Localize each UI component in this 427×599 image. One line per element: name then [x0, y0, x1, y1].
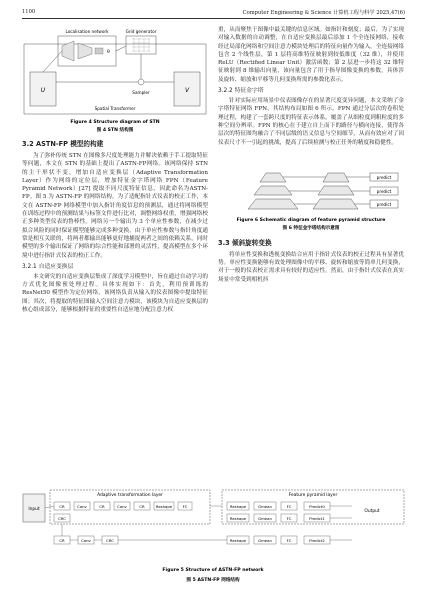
right-paragraph-2: 针对实际应用场景中仪表图像存在的显著尺度变异问题，本文采纳了金字塔特征网络 FPN，其结构布局如图 6 所示。FPN 通过分层次的卷积处理过程，构建了一套跨尺度的特征表示体系，覆盖了从细粒度到粗粒度的多种空间分辨率。FPN 的核心在于建立自上而下的路径与横向连接，使得各层次的特征图均融合了不同层级的语义信息与空间细节，从而有效应对了因仪表尺寸不一引起的挑战，提高了后续检测与校正任务的精度和稳健性。	[218, 98, 404, 146]
fig4-arrow-e	[43, 51, 62, 72]
fig4-sampler-label: Sampler	[132, 90, 150, 95]
fig6-caption-en: Figure 6 Schematic diagram of feature pyramid structure	[236, 217, 386, 223]
section-3-2-1-heading: 3.2.1 自适应变换层	[22, 263, 74, 270]
fig6-fpn-diagram	[218, 149, 404, 233]
fig5-reshape-4: Reshape	[229, 538, 247, 543]
fig4-loc-label: Localisation network	[65, 29, 109, 34]
fig4-loc-net-b	[78, 43, 92, 59]
fig4-sampler-node	[138, 79, 144, 85]
fig5-crc-2: CRC	[106, 538, 114, 543]
fig5-astn-fp-network	[22, 488, 405, 588]
fig5-cr-3: CR	[139, 504, 145, 509]
fig5-cr-4: CR	[59, 538, 65, 543]
fig5-reshape-1: Reshape	[155, 504, 173, 509]
left-paragraph-2: 本文研究的自适应变换层集成了深度学习模型中，旨在通过自动学习的方式优化图像预处理过程。具体实现如下：首先，利用预训练的 ResNet50 模型作为定位网络，该网络负责从输入的仪表图像中提取特征图；其次，将提取的特征图输入空间注意力模块，该模块为自适应变换层的核心组成部分，能够根据特征的重要性自适应地分配注意力权	[22, 273, 208, 314]
fig6-predict-label-2: predict	[376, 188, 392, 194]
section-3-3-heading: 3.3 倾斜旋转变换	[218, 238, 272, 247]
fig4-stn-diagram	[22, 26, 208, 134]
right-paragraph-1: 重，从而聚焦于图像中最关键的信息区域。如指针和刻度；最后，为了实现对输入数据的自动调整，在自适应变换层最后添加 1 个全连接网络，接收经过局部化网络和空间注意力模块处理后的特征向量作为输入。全连接网络包含 2 个线性层，第 1 层将高维特征映射到较低维度（32 维），并使用 ReLU（Rectified Linear Unit）激活函数；第 2 层进一步将这 32 维特征映射到 8 维输出向量，该向量包含了用于指导图像变换的参数，具体涉及旋转、缩放和平移等几何变换所需的参数化表示。	[218, 27, 404, 83]
left-paragraph-1: 为了弥补传统 STN 在图像多尺度处理能力并解决依赖于手工提取特征等问题，本文在 STN 的基础上提出了ASTN-FP网络。该网络保持 STN 的主干形状不变，增加自适应变换层（Adaptive Transformation Layer）作为网络的定位层，增加特征金字塔网络 FPN（Feature Pyramid Network）[27] 提取不同尺度特征信息，因此命名为ASTN-FP。图 5 为 ASTN-FP 的网络结构。为了适配指针式仪表的校正工作，本文在 ASTN-FP 网络模型中加入指针角度信息的预测层，通过将网络模型在训练过程中的预测结果与标签文件进行比对，调整网络权重，增强网络校正多种类型仪表的鲁棒性。网络另一个输出为 3 个单应性参数，在减少过拟合风险的同时保证模型能够完成多种变换。由于单应性参数与指针角度通常是相互关联的，将两者都输出能够更好地捕捉两者之间的依赖关系，同时模型的多个输出保证了网络的综合性能和部署的灵活性，提高模型在多个环境中进行指针式仪表的校正工作。	[22, 153, 208, 259]
fig5-fc-3: FC	[286, 516, 292, 521]
fig6-predict-label-1: predict	[376, 174, 392, 180]
fig5-caption-en: Figure 5 Structure of ASTN-FP network	[162, 568, 264, 573]
fig5-output-label: Output	[364, 509, 380, 514]
fig4-grid-lines	[132, 38, 150, 52]
fig4-theta: θ	[107, 50, 110, 55]
fig4-caption-cn: 图 4 STN 结构图	[96, 128, 134, 133]
fig5-reshape-2: Reshape	[229, 504, 247, 509]
fig5-conv-3: Conv	[81, 538, 91, 543]
fig5-feature-label: Feature pyramid layer	[288, 493, 338, 498]
fig5-arrow-in	[45, 506, 54, 508]
fig4-spatial-label: Spatial Transformer	[94, 106, 136, 111]
fig5-conv-2: Conv	[117, 504, 127, 509]
page-header	[22, 8, 405, 19]
fig5-input-label: Input	[28, 507, 40, 512]
fig5-predict1: Predict1	[309, 516, 325, 521]
fig5-crc-1: CRC	[58, 516, 66, 521]
fig4-caption-en: Figure 4 Structure diagram of STN	[70, 120, 160, 125]
fig5-connectors	[62, 506, 352, 540]
fig5-conv-1: Conv	[77, 504, 87, 509]
fig4-theta-box	[95, 48, 103, 54]
fig5-gmean-1: Gmean	[258, 504, 272, 509]
fig5-cr-1: CR	[59, 504, 65, 509]
fig5-cr-2: CR	[99, 504, 105, 509]
fig5-caption-cn: 图 5 ASTN-FP 网络结构	[186, 578, 240, 583]
fig5-feature-blocks	[227, 502, 330, 522]
left-column	[22, 26, 208, 314]
fig5-reshape-3: Reshape	[229, 516, 247, 521]
fig5-adaptive-blocks	[54, 502, 192, 522]
fig4-u: U	[40, 87, 46, 94]
right-paragraph-3: 将单应性变换和透视变换结合应用于指针式仪表的校正过程具有显著优势。单应性变换能够有效处理图像中的平移、旋转和缩放等简单几何变换，对于一般的仪表校正需求具有较好的适应性。然而，由于指针式仪表在真实场景中常受到相机抖	[218, 251, 404, 283]
fig5-fc-1: FC	[182, 504, 188, 509]
fig5-predict0: Predict0	[309, 504, 325, 509]
section-3-2-2-heading: 3.2.2 特征金字塔	[218, 88, 264, 95]
fig4-arrow-a	[116, 46, 126, 51]
fig5-gmean-2: Gmean	[258, 516, 272, 521]
fig6-caption-cn: 图 6 特征金字塔结构示意图	[282, 225, 340, 231]
fig4-grid-label: Grid generator	[125, 29, 157, 34]
fig4-v: V	[184, 87, 190, 94]
page-number: 1100	[22, 9, 36, 15]
fig6-predict-boxes	[370, 173, 398, 208]
fig5-predict2: Predict2	[309, 538, 325, 543]
fig5-adaptive-label: Adaptive transformation layer	[97, 493, 163, 498]
right-column	[218, 26, 404, 284]
fig5-fc-4: FC	[286, 538, 292, 543]
fig5-fc-2: FC	[286, 504, 292, 509]
fig4-grid-box	[126, 36, 156, 54]
journal-title: Computer Engineering & Science 计算机工程与科学 2025,47(6)	[242, 10, 405, 16]
section-3-2-heading: 3.2 ASTN-FP 模型的构建	[22, 140, 104, 148]
fig6-predict-label-3: predict	[376, 201, 392, 207]
fig5-gmean-3: Gmean	[258, 538, 272, 543]
